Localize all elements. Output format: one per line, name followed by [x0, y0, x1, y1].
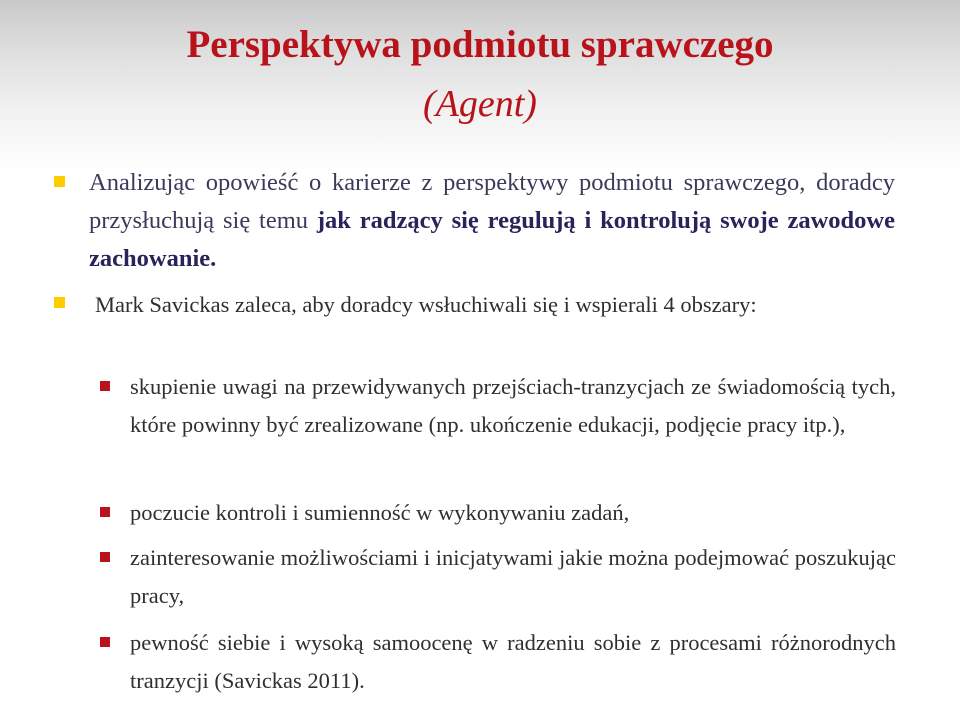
- slide-title: Perspektywa podmiotu sprawczego: [186, 23, 774, 66]
- sub-bullet-square-icon: [100, 552, 110, 562]
- bullet-paragraph-1: [89, 164, 895, 278]
- sub-bullet-square-icon: [100, 507, 110, 517]
- sub-bullet-1: skupienie uwagi na przewidywanych przejściach-tranzycjach ze świadomością tych, które powinny być zrealizowane (np. ukończenie edukacji, podjęcie pracy itp.),: [130, 374, 896, 437]
- sub-bullet-4: pewność siebie i wysoką samoocenę w radzeniu sobie z procesami różnorodnych tranzycji (Savickas 2011).: [130, 630, 896, 693]
- bullet-paragraph-2: Mark Savickas zaleca, aby doradcy wsłuchiwali się i wspierali 4 obszary:: [95, 292, 757, 317]
- sub-bullet-square-icon: [100, 381, 110, 391]
- bullet-1-text: Analizując opowieść o karierze z perspektywy podmiotu sprawczego, doradcy przysłuchują się temu: [89, 169, 895, 234]
- sub-bullet-square-icon: [100, 637, 110, 647]
- bullet-square-icon: [54, 176, 65, 187]
- bullet-square-icon: [54, 297, 65, 308]
- slide-subtitle: (Agent): [423, 83, 537, 125]
- bullet-1-emphasis: jak radzący się regulują i kontrolują swoje zawodowe zachowanie.: [89, 207, 895, 272]
- sub-bullet-2: poczucie kontroli i sumienność w wykonywaniu zadań,: [130, 500, 630, 525]
- sub-bullet-3: zainteresowanie możliwościami i inicjatywami jakie można podejmować poszukując pracy,: [130, 545, 896, 608]
